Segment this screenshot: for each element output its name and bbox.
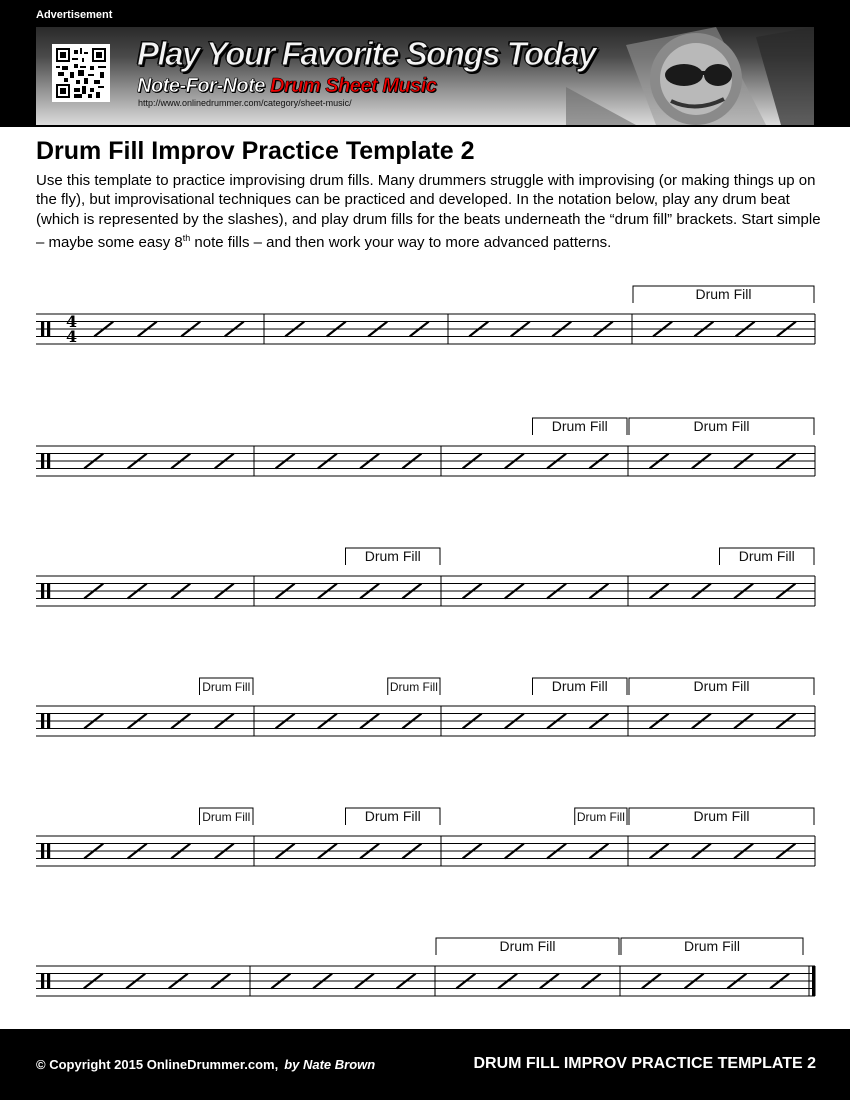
copyright-text [36,1057,375,1072]
percussion-clef [47,454,50,469]
percussion-clef [41,844,44,859]
drum-fill-label: Drum Fill [364,808,421,824]
page-title: Drum Fill Improv Practice Template 2 [36,137,475,165]
banner-sub-highlight: Drum Sheet Music [270,75,437,97]
percussion-clef [47,322,50,337]
percussion-clef [47,844,50,859]
author-credit: by Nate Brown [284,1057,376,1072]
drum-fill-label: Drum Fill [693,418,750,434]
drum-fill-label: Drum Fill [684,938,740,954]
percussion-clef [47,714,50,729]
footer-title: DRUM FILL IMPROV PRACTICE TEMPLATE 2 [473,1055,816,1072]
banner-url-link[interactable]: http://www.onlinedrummer.com/category/sheet-music/ [138,98,352,108]
intro-line-5: patterns. [552,233,612,251]
percussion-clef [41,584,44,599]
percussion-clef [41,322,44,337]
intro-line-1: Use this template to practice improvising drum fills. Many drummers struggle with improvising (or making [36,172,730,189]
time-signature-top: 4 [66,312,78,331]
drum-fill-label: Drum Fill [693,808,750,824]
intro-line-2: things up on the fly), but improvisational techniques can be practiced and developed. In the notation below, [36,172,816,209]
time-signature-bottom: 4 [66,327,78,346]
drum-fill-label: Drum Fill [364,548,421,564]
intro-superscript: th [182,232,191,243]
drum-fill-label: Drum Fill [389,680,438,694]
drum-fill-label: Drum Fill [738,548,795,564]
advertisement-label: Advertisement [36,9,113,21]
percussion-clef [41,714,44,729]
percussion-clef [41,454,44,469]
intro-line-4: “drum fill” brackets. Start simple – maybe some easy 8 [36,210,821,251]
drum-fill-label: Drum Fill [695,286,752,302]
final-barline [812,966,816,996]
percussion-clef [47,974,50,989]
intro-line-4-end: note fills – and then work your way to more advanced [190,233,549,251]
percussion-clef [47,584,50,599]
drum-fill-label: Drum Fill [551,678,608,694]
drum-fill-label: Drum Fill [202,810,251,824]
drum-fill-label: Drum Fill [693,678,750,694]
drum-fill-label: Drum Fill [576,810,625,824]
banner-headline: Play Your Favorite Songs Today [137,35,596,72]
copyright-notice: © Copyright 2015 OnlineDrummer.com, [36,1057,279,1072]
drum-fill-label: Drum Fill [551,418,608,434]
banner-sub-lead: Note-For-Note [137,75,265,97]
drum-fill-label: Drum Fill [499,938,556,954]
percussion-clef [41,974,44,989]
intro-line-3: play any drum beat (which is represented by the slashes), and play drum fills for the beats underneath the [36,191,790,228]
drum-fill-label: Drum Fill [202,680,251,694]
